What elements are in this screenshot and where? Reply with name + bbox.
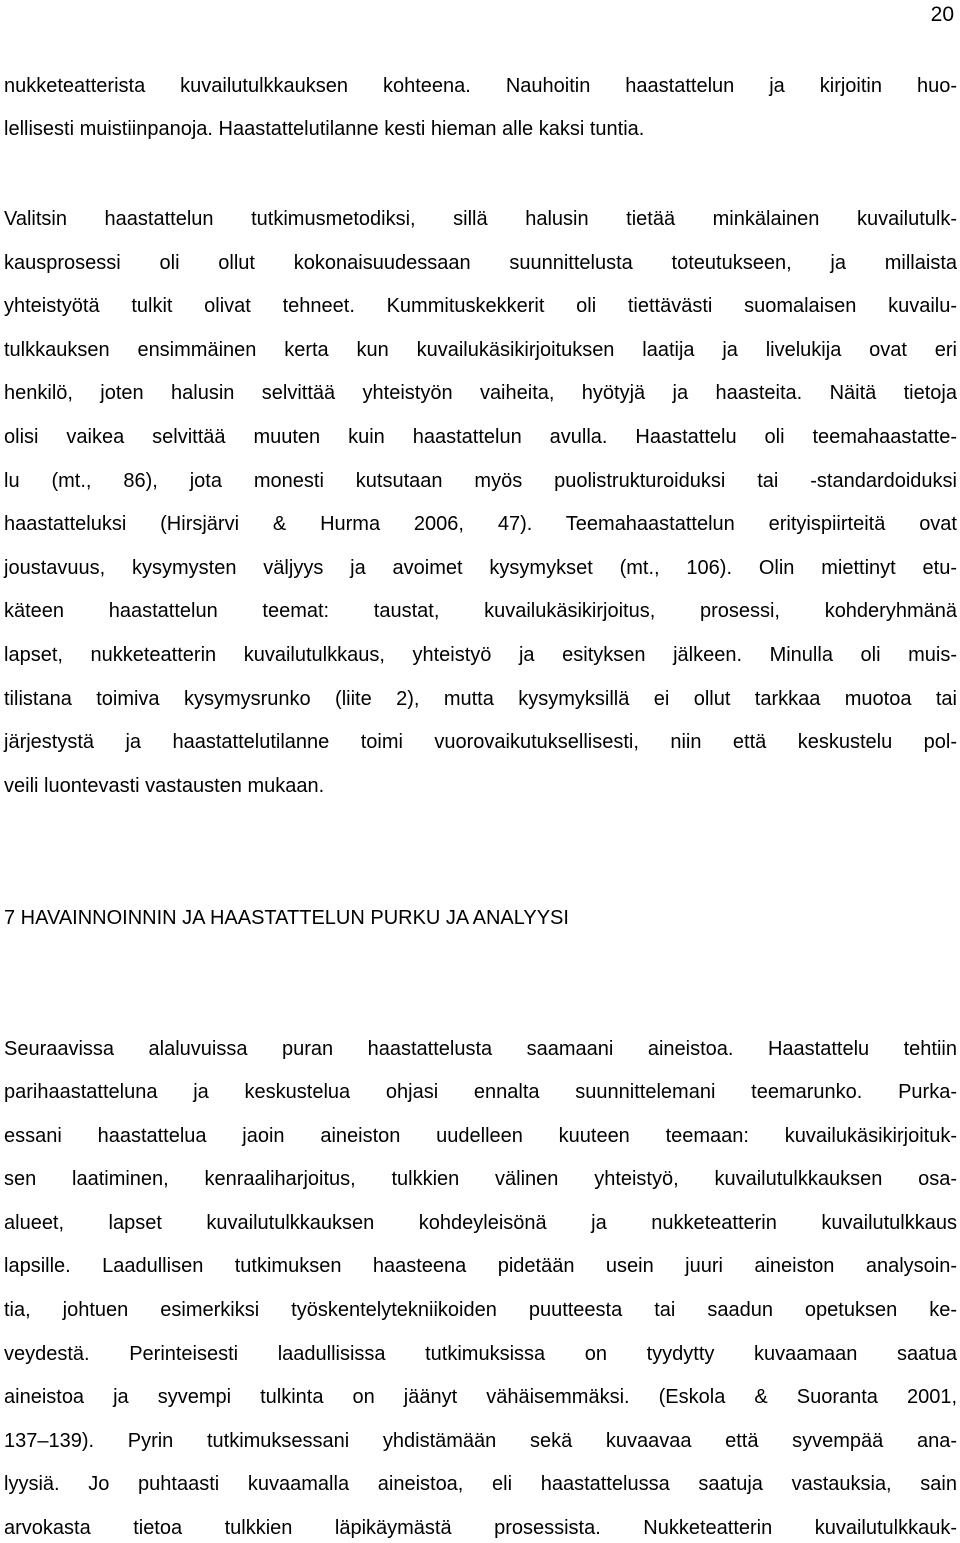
- text-line: 137–139). Pyrin tutkimuksessani yhdistämään sekä kuvaavaa että syvempää ana-: [4, 1430, 957, 1452]
- text-line: alueet, lapset kuvailutulkkauksen kohdeyleisönä ja nukketeatterin kuvailutulkkaus: [4, 1212, 957, 1234]
- text-line: kausprosessi oli ollut kokonaisuudessaan suunnittelusta toteutukseen, ja millaista: [4, 252, 957, 274]
- text-line: nukketeatterista kuvailutulkkauksen kohteena. Nauhoitin haastattelun ja kirjoitin huo-: [4, 75, 957, 97]
- text-line: veili luontevasti vastausten mukaan.: [4, 775, 325, 797]
- text-line: käteen haastattelun teemat: taustat, kuvailukäsikirjoitus, prosessi, kohderyhmänä: [4, 600, 957, 622]
- text-line: parihaastatteluna ja keskustelua ohjasi ennalta suunnittelemani teemarunko. Purka-: [4, 1081, 957, 1103]
- text-line: joustavuus, kysymysten väljyys ja avoimet kysymykset (mt., 106). Olin miettinyt etu-: [4, 557, 957, 579]
- text-line: essani haastattelua jaoin aineiston uudelleen kuuteen teemaan: kuvailukäsikirjoituk-: [4, 1125, 957, 1147]
- text-line: tilistana toimiva kysymysrunko (liite 2), mutta kysymyksillä ei ollut tarkkaa muotoa tai: [4, 688, 957, 710]
- text-line: lapset, nukketeatterin kuvailutulkkaus, yhteistyö ja esityksen jälkeen. Minulla oli muis-: [4, 644, 957, 666]
- text-line: sen laatiminen, kenraaliharjoitus, tulkkien välinen yhteistyö, kuvailutulkkauksen osa-: [4, 1168, 957, 1190]
- text-line: yhteistyötä tulkit olivat tehneet. Kummituskekkerit oli tiettävästi suomalaisen kuvailu-: [4, 295, 957, 317]
- text-line: henkilö, joten halusin selvittää yhteistyön vaiheita, hyötyjä ja haasteita. Näitä tietoja: [4, 382, 957, 404]
- text-line: tulkkauksen ensimmäinen kerta kun kuvailukäsikirjoituksen laatija ja livelukija ovat eri: [4, 339, 957, 361]
- section-heading: 7 HAVAINNOINNIN JA HAASTATTELUN PURKU JA ANALYYSI: [4, 907, 569, 929]
- text-line: järjestystä ja haastattelutilanne toimi vuorovaikutuksellisesti, niin että keskustelu pol-: [4, 731, 957, 753]
- text-line: lu (mt., 86), jota monesti kutsutaan myös puolistrukturoiduksi tai -standardoiduksi: [4, 470, 957, 492]
- text-line: olisi vaikea selvittää muuten kuin haastattelun avulla. Haastattelu oli teemahaastatte-: [4, 426, 957, 448]
- text-line: arvokasta tietoa tulkkien läpikäymästä prosessista. Nukketeatterin kuvailutulkkauk-: [4, 1517, 957, 1539]
- text-line: lapsille. Laadullisen tutkimuksen haasteena pidetään usein juuri aineiston analysoin-: [4, 1255, 957, 1277]
- text-line: lellisesti muistiinpanoja. Haastattelutilanne kesti hieman alle kaksi tuntia.: [4, 118, 645, 140]
- text-line: Seuraavissa alaluvuissa puran haastattelusta saamaani aineistoa. Haastattelu tehtiin: [4, 1038, 957, 1060]
- text-line: Valitsin haastattelun tutkimusmetodiksi, sillä halusin tietää minkälainen kuvailutulk-: [4, 208, 957, 230]
- text-line: tia, johtuen esimerkiksi työskentelytekniikoiden puutteesta tai saadun opetuksen ke-: [4, 1299, 957, 1321]
- page-number: 20: [930, 3, 954, 26]
- text-line: haastatteluksi (Hirsjärvi & Hurma 2006, 47). Teemahaastattelun erityispiirteitä ovat: [4, 513, 957, 535]
- text-line: veydestä. Perinteisesti laadullisissa tutkimuksissa on tyydytty kuvaamaan saatua: [4, 1343, 957, 1365]
- text-line: lyysiä. Jo puhtaasti kuvaamalla aineistoa, eli haastattelussa saatuja vastauksia, sain: [4, 1473, 957, 1495]
- text-line: aineistoa ja syvempi tulkinta on jäänyt vähäisemmäksi. (Eskola & Suoranta 2001,: [4, 1386, 957, 1408]
